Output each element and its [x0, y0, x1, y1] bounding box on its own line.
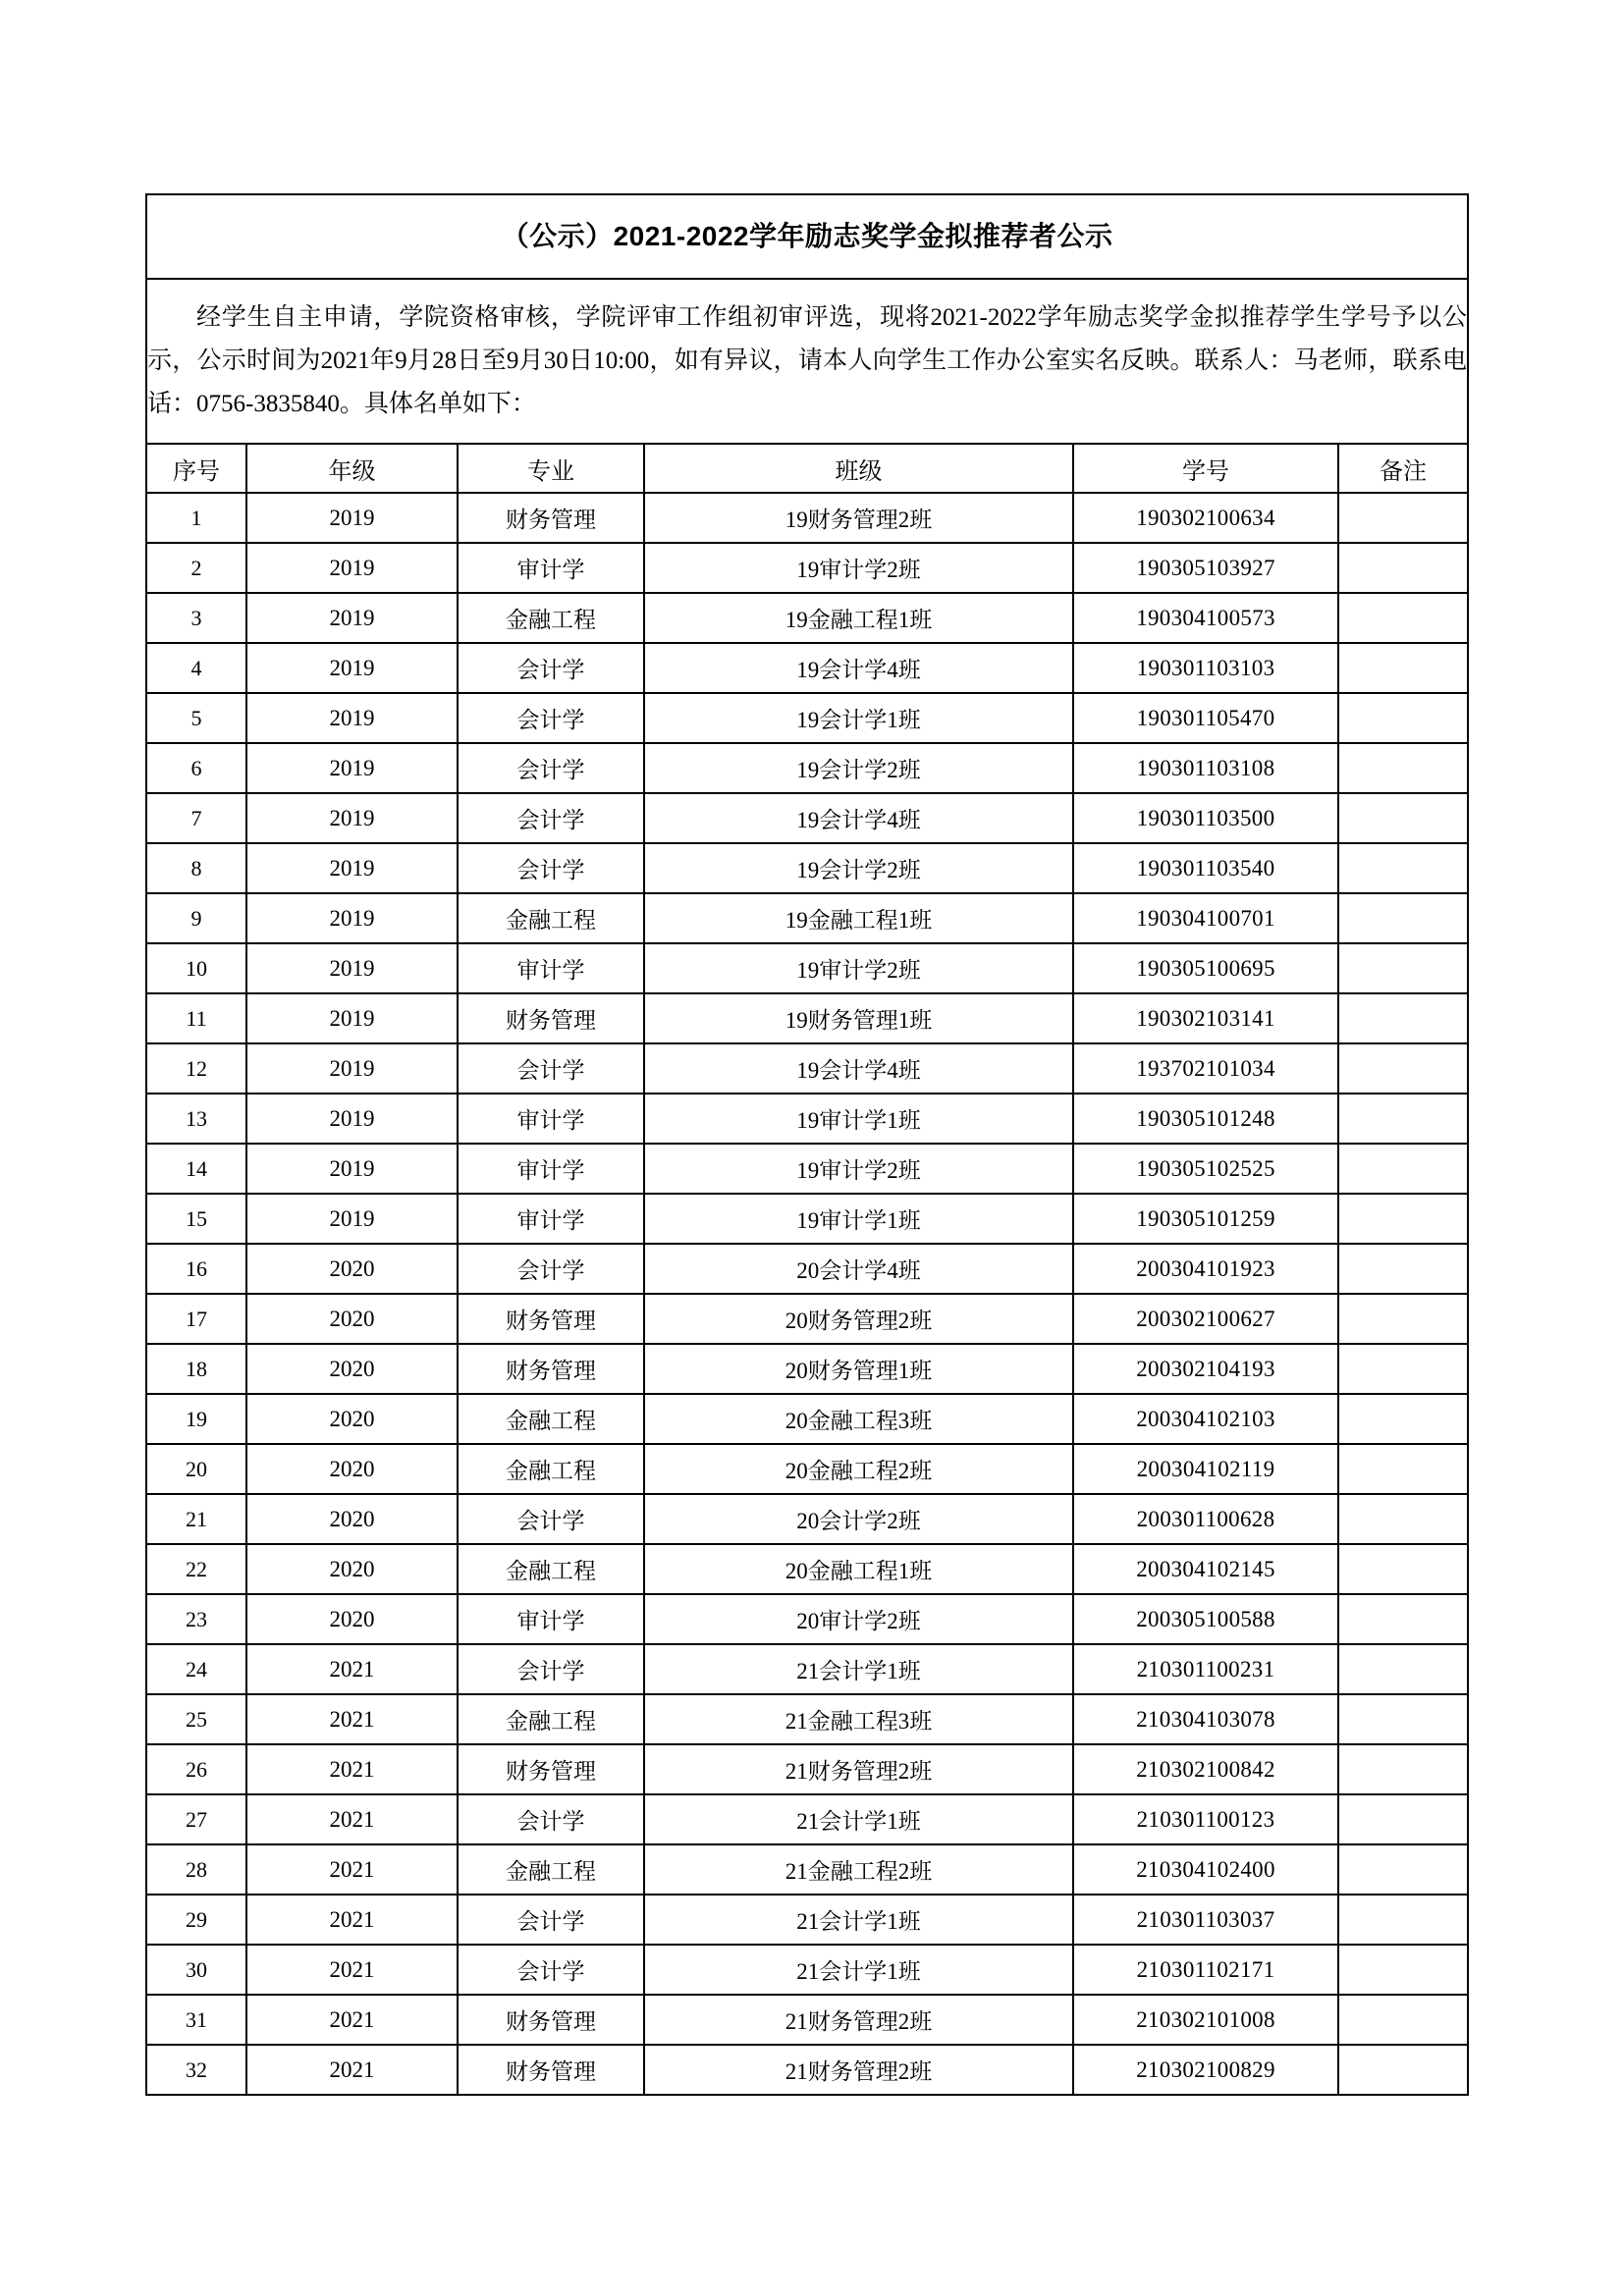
- intro-cell: [146, 279, 1468, 444]
- cell-note: [1338, 893, 1468, 943]
- cell-major: 审计学: [458, 1144, 644, 1194]
- cell-grade: 2019: [246, 1094, 458, 1144]
- cell-student-id: 200305100588: [1073, 1594, 1338, 1644]
- cell-index: 19: [146, 1394, 246, 1444]
- cell-student-id: 190301103103: [1073, 643, 1338, 693]
- cell-index: 31: [146, 1995, 246, 2045]
- cell-class: 19审计学2班: [644, 1144, 1073, 1194]
- cell-index: 18: [146, 1344, 246, 1394]
- cell-class: 19审计学2班: [644, 943, 1073, 993]
- cell-class: 19审计学1班: [644, 1094, 1073, 1144]
- cell-class: 20会计学4班: [644, 1244, 1073, 1294]
- cell-note: [1338, 993, 1468, 1043]
- cell-class: 21财务管理2班: [644, 2045, 1073, 2095]
- cell-major: 会计学: [458, 843, 644, 893]
- cell-index: 30: [146, 1945, 246, 1995]
- cell-note: [1338, 1744, 1468, 1794]
- cell-note: [1338, 593, 1468, 643]
- cell-class: 19会计学1班: [644, 693, 1073, 743]
- cell-index: 1: [146, 493, 246, 543]
- page-title: （公示）2021-2022学年励志奖学金拟推荐者公示: [501, 221, 1113, 252]
- cell-index: 29: [146, 1895, 246, 1945]
- cell-index: 6: [146, 743, 246, 793]
- cell-grade: 2019: [246, 993, 458, 1043]
- cell-class: 21会计学1班: [644, 1794, 1073, 1844]
- cell-note: [1338, 943, 1468, 993]
- cell-index: 25: [146, 1694, 246, 1744]
- cell-class: 19审计学2班: [644, 543, 1073, 593]
- cell-grade: 2021: [246, 1644, 458, 1694]
- cell-grade: 2021: [246, 1995, 458, 2045]
- table-row: [146, 2045, 1468, 2095]
- table-row: [146, 1344, 1468, 1394]
- cell-grade: 2020: [246, 1244, 458, 1294]
- cell-student-id: 200301100628: [1073, 1494, 1338, 1544]
- cell-grade: 2020: [246, 1294, 458, 1344]
- cell-class: 19金融工程1班: [644, 893, 1073, 943]
- cell-index: 16: [146, 1244, 246, 1294]
- cell-class: 19财务管理2班: [644, 493, 1073, 543]
- cell-grade: 2019: [246, 643, 458, 693]
- cell-grade: 2019: [246, 1144, 458, 1194]
- cell-major: 会计学: [458, 643, 644, 693]
- cell-note: [1338, 1594, 1468, 1644]
- cell-student-id: 200302104193: [1073, 1344, 1338, 1394]
- cell-index: 32: [146, 2045, 246, 2095]
- cell-major: 财务管理: [458, 1294, 644, 1344]
- cell-note: [1338, 743, 1468, 793]
- cell-grade: 2021: [246, 1844, 458, 1895]
- cell-student-id: 190305103927: [1073, 543, 1338, 593]
- cell-note: [1338, 1444, 1468, 1494]
- cell-student-id: 210301100123: [1073, 1794, 1338, 1844]
- cell-class: 19会计学4班: [644, 643, 1073, 693]
- cell-index: 11: [146, 993, 246, 1043]
- cell-student-id: 210304102400: [1073, 1844, 1338, 1895]
- cell-student-id: 190305100695: [1073, 943, 1338, 993]
- table-row: [146, 893, 1468, 943]
- cell-class: 21财务管理2班: [644, 1995, 1073, 2045]
- table-row: [146, 1945, 1468, 1995]
- cell-class: 19会计学2班: [644, 743, 1073, 793]
- cell-index: 3: [146, 593, 246, 643]
- cell-index: 24: [146, 1644, 246, 1694]
- cell-student-id: 190301105470: [1073, 693, 1338, 743]
- cell-major: 金融工程: [458, 1444, 644, 1494]
- cell-class: 20财务管理2班: [644, 1294, 1073, 1344]
- cell-major: 金融工程: [458, 893, 644, 943]
- cell-major: 会计学: [458, 1945, 644, 1995]
- cell-note: [1338, 1394, 1468, 1444]
- column-header-index: 序号: [146, 444, 246, 493]
- cell-note: [1338, 1094, 1468, 1144]
- cell-index: 9: [146, 893, 246, 943]
- cell-index: 20: [146, 1444, 246, 1494]
- cell-major: 会计学: [458, 1494, 644, 1544]
- cell-class: 21财务管理2班: [644, 1744, 1073, 1794]
- cell-index: 4: [146, 643, 246, 693]
- cell-major: 财务管理: [458, 493, 644, 543]
- cell-student-id: 200302100627: [1073, 1294, 1338, 1344]
- column-header-student-id: 学号: [1073, 444, 1338, 493]
- cell-note: [1338, 693, 1468, 743]
- table-row: [146, 693, 1468, 743]
- cell-grade: 2019: [246, 593, 458, 643]
- cell-grade: 2019: [246, 493, 458, 543]
- cell-grade: 2020: [246, 1544, 458, 1594]
- cell-student-id: 190305101259: [1073, 1194, 1338, 1244]
- cell-note: [1338, 1995, 1468, 2045]
- cell-student-id: 210302101008: [1073, 1995, 1338, 2045]
- cell-note: [1338, 1244, 1468, 1294]
- table-row: [146, 1995, 1468, 2045]
- title-row: [146, 194, 1468, 279]
- cell-note: [1338, 1494, 1468, 1544]
- cell-note: [1338, 643, 1468, 693]
- cell-student-id: 210304103078: [1073, 1694, 1338, 1744]
- cell-class: 19金融工程1班: [644, 593, 1073, 643]
- cell-note: [1338, 1344, 1468, 1394]
- cell-major: 审计学: [458, 1094, 644, 1144]
- cell-note: [1338, 1844, 1468, 1895]
- cell-grade: 2020: [246, 1494, 458, 1544]
- cell-class: 20财务管理1班: [644, 1344, 1073, 1394]
- cell-major: 会计学: [458, 1644, 644, 1694]
- cell-student-id: 190304100701: [1073, 893, 1338, 943]
- cell-note: [1338, 793, 1468, 843]
- cell-index: 21: [146, 1494, 246, 1544]
- cell-index: 10: [146, 943, 246, 993]
- cell-student-id: 190304100573: [1073, 593, 1338, 643]
- cell-index: 28: [146, 1844, 246, 1895]
- cell-major: 会计学: [458, 1244, 644, 1294]
- cell-student-id: 190302100634: [1073, 493, 1338, 543]
- cell-grade: 2019: [246, 1194, 458, 1244]
- cell-major: 金融工程: [458, 1544, 644, 1594]
- cell-index: 12: [146, 1043, 246, 1094]
- cell-index: 5: [146, 693, 246, 743]
- cell-class: 20金融工程3班: [644, 1394, 1073, 1444]
- cell-major: 会计学: [458, 743, 644, 793]
- table-row: [146, 493, 1468, 543]
- intro-paragraph: 经学生自主申请，学院资格审核，学院评审工作组初审评选，现将2021-2022学年励志奖学金拟推荐学生学号予以公示，公示时间为2021年9月28日至9月30日10:00，如有异议，请本人向学生工作办公室实名反映。联系人：马老师，联系电话：0756-3835840。具体名单如下：: [147, 304, 1468, 417]
- table-row: [146, 1244, 1468, 1294]
- table-row: [146, 543, 1468, 593]
- table-row: [146, 1294, 1468, 1344]
- cell-class: 20审计学2班: [644, 1594, 1073, 1644]
- cell-grade: 2021: [246, 1744, 458, 1794]
- table-row: [146, 943, 1468, 993]
- cell-class: 20会计学2班: [644, 1494, 1073, 1544]
- cell-grade: 2019: [246, 793, 458, 843]
- intro-row: [146, 279, 1468, 444]
- cell-grade: 2020: [246, 1394, 458, 1444]
- cell-student-id: 200304102103: [1073, 1394, 1338, 1444]
- cell-note: [1338, 2045, 1468, 2095]
- cell-index: 26: [146, 1744, 246, 1794]
- cell-grade: 2019: [246, 943, 458, 993]
- table-row: [146, 1144, 1468, 1194]
- cell-major: 审计学: [458, 543, 644, 593]
- cell-note: [1338, 1694, 1468, 1744]
- cell-student-id: 210302100842: [1073, 1744, 1338, 1794]
- cell-major: 财务管理: [458, 1744, 644, 1794]
- cell-class: 19财务管理1班: [644, 993, 1073, 1043]
- cell-student-id: 190301103540: [1073, 843, 1338, 893]
- table-row: [146, 593, 1468, 643]
- cell-index: 2: [146, 543, 246, 593]
- cell-index: 13: [146, 1094, 246, 1144]
- table-row: [146, 843, 1468, 893]
- cell-student-id: 190301103500: [1073, 793, 1338, 843]
- cell-class: 19会计学2班: [644, 843, 1073, 893]
- cell-note: [1338, 843, 1468, 893]
- cell-class: 21会计学1班: [644, 1895, 1073, 1945]
- cell-student-id: 200304102145: [1073, 1544, 1338, 1594]
- cell-class: 20金融工程2班: [644, 1444, 1073, 1494]
- cell-major: 财务管理: [458, 993, 644, 1043]
- cell-note: [1338, 1895, 1468, 1945]
- cell-index: 22: [146, 1544, 246, 1594]
- column-header-grade: 年级: [246, 444, 458, 493]
- cell-student-id: 193702101034: [1073, 1043, 1338, 1094]
- table-row: [146, 1644, 1468, 1694]
- cell-grade: 2021: [246, 1694, 458, 1744]
- cell-major: 审计学: [458, 1194, 644, 1244]
- cell-index: 17: [146, 1294, 246, 1344]
- cell-class: 21会计学1班: [644, 1644, 1073, 1694]
- cell-grade: 2021: [246, 1794, 458, 1844]
- table-row: [146, 793, 1468, 843]
- table-row: [146, 1394, 1468, 1444]
- cell-student-id: 200304101923: [1073, 1244, 1338, 1294]
- cell-major: 会计学: [458, 693, 644, 743]
- column-header-note: 备注: [1338, 444, 1468, 493]
- cell-major: 财务管理: [458, 1995, 644, 2045]
- table-row: [146, 1094, 1468, 1144]
- cell-grade: 2020: [246, 1444, 458, 1494]
- table-row: [146, 743, 1468, 793]
- cell-student-id: 210301103037: [1073, 1895, 1338, 1945]
- cell-note: [1338, 1194, 1468, 1244]
- cell-major: 金融工程: [458, 1844, 644, 1895]
- cell-class: 19会计学4班: [644, 793, 1073, 843]
- table-row: [146, 993, 1468, 1043]
- cell-grade: 2021: [246, 1895, 458, 1945]
- table-row: [146, 1043, 1468, 1094]
- cell-student-id: 210301102171: [1073, 1945, 1338, 1995]
- cell-index: 27: [146, 1794, 246, 1844]
- cell-note: [1338, 1144, 1468, 1194]
- cell-major: 会计学: [458, 1043, 644, 1094]
- table-row: [146, 1844, 1468, 1895]
- table-row: [146, 1194, 1468, 1244]
- cell-index: 8: [146, 843, 246, 893]
- cell-class: 21会计学1班: [644, 1945, 1073, 1995]
- cell-major: 会计学: [458, 793, 644, 843]
- cell-student-id: 190305101248: [1073, 1094, 1338, 1144]
- table-row: [146, 1544, 1468, 1594]
- cell-note: [1338, 1544, 1468, 1594]
- table-row: [146, 1744, 1468, 1794]
- cell-major: 财务管理: [458, 1344, 644, 1394]
- table-row: [146, 1794, 1468, 1844]
- announcement-table: [145, 193, 1469, 2096]
- cell-index: 7: [146, 793, 246, 843]
- cell-major: 审计学: [458, 943, 644, 993]
- cell-grade: 2021: [246, 1945, 458, 1995]
- table-row: [146, 1494, 1468, 1544]
- cell-student-id: 190305102525: [1073, 1144, 1338, 1194]
- cell-note: [1338, 543, 1468, 593]
- table-row: [146, 1694, 1468, 1744]
- cell-grade: 2019: [246, 543, 458, 593]
- cell-major: 审计学: [458, 1594, 644, 1644]
- cell-class: 21金融工程2班: [644, 1844, 1073, 1895]
- cell-student-id: 190302103141: [1073, 993, 1338, 1043]
- cell-student-id: 200304102119: [1073, 1444, 1338, 1494]
- cell-grade: 2019: [246, 693, 458, 743]
- cell-grade: 2019: [246, 843, 458, 893]
- cell-note: [1338, 1794, 1468, 1844]
- cell-student-id: 210301100231: [1073, 1644, 1338, 1694]
- table-row: [146, 1444, 1468, 1494]
- cell-index: 15: [146, 1194, 246, 1244]
- column-header-major: 专业: [458, 444, 644, 493]
- cell-grade: 2020: [246, 1594, 458, 1644]
- cell-note: [1338, 1294, 1468, 1344]
- cell-class: 21金融工程3班: [644, 1694, 1073, 1744]
- cell-grade: 2019: [246, 893, 458, 943]
- cell-student-id: 190301103108: [1073, 743, 1338, 793]
- cell-class: 20金融工程1班: [644, 1544, 1073, 1594]
- cell-grade: 2020: [246, 1344, 458, 1394]
- table-header-row: [146, 444, 1468, 493]
- cell-major: 会计学: [458, 1794, 644, 1844]
- cell-index: 23: [146, 1594, 246, 1644]
- cell-major: 金融工程: [458, 1394, 644, 1444]
- cell-grade: 2021: [246, 2045, 458, 2095]
- cell-index: 14: [146, 1144, 246, 1194]
- cell-major: 金融工程: [458, 1694, 644, 1744]
- table-row: [146, 1594, 1468, 1644]
- cell-major: 金融工程: [458, 593, 644, 643]
- cell-note: [1338, 1644, 1468, 1694]
- cell-note: [1338, 493, 1468, 543]
- cell-grade: 2019: [246, 743, 458, 793]
- cell-major: 财务管理: [458, 2045, 644, 2095]
- cell-student-id: 210302100829: [1073, 2045, 1338, 2095]
- table-row: [146, 1895, 1468, 1945]
- column-header-class: 班级: [644, 444, 1073, 493]
- cell-note: [1338, 1043, 1468, 1094]
- title-cell: [146, 194, 1468, 279]
- table-row: [146, 643, 1468, 693]
- cell-note: [1338, 1945, 1468, 1995]
- cell-class: 19会计学4班: [644, 1043, 1073, 1094]
- cell-grade: 2019: [246, 1043, 458, 1094]
- cell-major: 会计学: [458, 1895, 644, 1945]
- cell-class: 19审计学1班: [644, 1194, 1073, 1244]
